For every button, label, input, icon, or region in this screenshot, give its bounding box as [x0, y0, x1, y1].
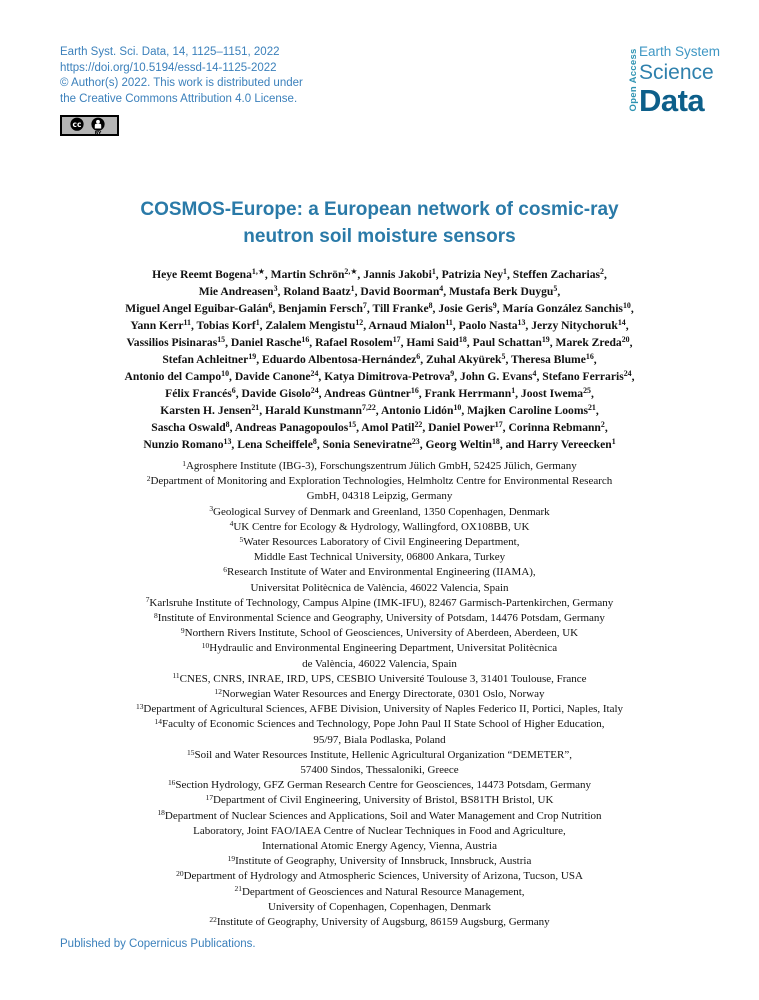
affiliation-line: Middle East Technical University, 06800 Ankara, Turkey	[253, 551, 506, 564]
affiliation-line: 95/97, Biala Podlaska, Poland	[313, 733, 446, 746]
affiliation-line: $^{10}$Hydraulic and Environmental Engineering Department, Universitat Politècnica	[201, 641, 558, 655]
svg-text:BY: BY	[94, 131, 102, 136]
journal-logo	[625, 45, 720, 116]
journal-logo-text	[639, 45, 720, 116]
author-line: Heye Reemt Bogena$^{1,★}$, Martin Schrön$^{2,★}$, Jannis Jakobi$^1$, Patrizia Ney$^1$, Steffen Zacharias$^2$,	[152, 267, 607, 281]
publisher-note: Published by Copernicus Publications.	[60, 938, 256, 950]
journal-name-line1: Earth System	[638, 44, 720, 59]
author-line: Stefan Achleitner$^{19}$, Eduardo Albentosa-Hernández$^6$, Zuhal Akyürek$^5$, Theresa Blume$^{16}$,	[162, 352, 597, 366]
page-title: COSMOS-Europe: a European network of cosmic-ray neutron soil moisture sensors	[140, 199, 619, 247]
affiliation-line: $^{14}$Faculty of Economic Sciences and Technology, Pope John Paul II State School of Higher Education,	[154, 717, 605, 731]
journal-name-line2: Science	[638, 60, 714, 84]
author-line: Vassilios Pisinaras$^{15}$, Daniel Rasche$^{16}$, Rafael Rosolem$^{17}$, Hami Said$^{18}$, Paul Schattan$^{19}$, Marek Zreda$^{20}$,	[126, 335, 633, 349]
affiliation-line: $^{16}$Section Hydrology, GFZ German Research Centre for Geosciences, 14473 Potsdam, Germany	[167, 777, 592, 792]
page-header	[60, 45, 720, 142]
affiliation-line: de València, 46022 Valencia, Spain	[302, 657, 457, 670]
author-line: Karsten H. Jensen$^{21}$, Harald Kunstmann$^{7,22}$, Antonio Lidón$^{10}$, Majken Caroline Looms$^{21}$,	[160, 403, 599, 417]
author-line: Antonio del Campo$^{10}$, Davide Canone$^{24}$, Katya Dimitrova-Petrova$^9$, John G. Evans$^4$, Stefano Ferraris$^{24}$,	[124, 369, 635, 383]
affiliation-line: $^{15}$Soil and Water Resources Institute, Hellenic Agricultural Organization “DEMETER”,	[187, 747, 572, 761]
author-line: Félix Francés$^6$, Davide Gisolo$^{24}$, Andreas Güntner$^{16}$, Frank Herrmann$^1$, Joost Iwema$^{25}$,	[165, 386, 594, 400]
license-line-2: the Creative Commons Attribution 4.0 License.	[60, 92, 298, 105]
affiliation-line: $^5$Water Resources Laboratory of Civil Engineering Department,	[239, 534, 520, 549]
affiliation-line: Laboratory, Joint FAO/IAEA Centre of Nuclear Techniques in Food and Agriculture,	[193, 824, 566, 837]
author-list	[0, 266, 759, 453]
affiliation-line: $^{21}$Department of Geosciences and Natural Resource Management,	[234, 884, 525, 898]
citation-line: Earth Syst. Sci. Data, 14, 1125–1151, 2022	[60, 46, 280, 58]
affiliation-line: $^{17}$Department of Civil Engineering, University of Bristol, BS81TH Bristol, UK	[205, 793, 554, 807]
affiliation-line: University of Copenhagen, Copenhagen, Denmark	[268, 900, 491, 913]
affiliation-line: $^{20}$Department of Hydrology and Atmospheric Sciences, University of Arizona, Tucson, USA	[176, 869, 583, 883]
author-line: Mie Andreasen$^3$, Roland Baatz$^1$, David Boorman$^4$, Mustafa Berk Duygu$^5$,	[198, 284, 561, 298]
open-access-label: Open Access	[627, 48, 639, 112]
affiliation-line: $^{13}$Department of Agricultural Sciences, AFBE Division, University of Naples Federico II, Portici, Naples, Italy	[135, 701, 624, 716]
affiliation-line: $^1$Agrosphere Institute (IBG-3), Forschungszentrum Jülich GmbH, 52425 Jülich, Germany	[182, 458, 577, 472]
affiliation-line: $^6$Research Institute of Water and Environmental Engineering (IIAMA),	[223, 565, 536, 579]
affiliation-line: 57400 Sindos, Thessaloniki, Greece	[300, 764, 459, 777]
author-line: Nunzio Romano$^{13}$, Lena Scheiffele$^8$, Sonia Seneviratne$^{23}$, Georg Weltin$^{18}$, and Harry Vereecken$^1$	[143, 437, 616, 451]
author-line: Yann Kerr$^{11}$, Tobias Korf$^1$, Zalalem Mengistu$^{12}$, Arnaud Mialon$^{11}$, Paolo Nasta$^{13}$, Jerzy Nitychoruk$^{14}$,	[130, 318, 629, 332]
affiliation-line: $^{18}$Department of Nuclear Sciences and Applications, Soil and Water Management and Crop Nutrition	[157, 808, 602, 822]
affiliation-line: $^{12}$Norwegian Water Resources and Energy Directorate, 0301 Oslo, Norway	[214, 686, 545, 701]
affiliation-line: GmbH, 04318 Leipzig, Germany	[306, 490, 453, 503]
journal-name-line3: Data	[638, 82, 705, 118]
affiliation-line: $^{11}$CNES, CNRS, INRAE, IRD, UPS, CESBIO Université Toulouse 3, 31401 Toulouse, France	[172, 671, 587, 685]
affiliation-line: $^8$Institute of Environmental Science and Geography, University of Potsdam, 14476 Potsdam, Germany	[154, 610, 605, 625]
affiliation-line: $^9$Northern Rivers Institute, School of Geosciences, University of Aberdeen, Aberdeen, UK	[180, 625, 579, 640]
license-line-1: © Author(s) 2022. This work is distributed under	[60, 77, 303, 89]
author-line: Miguel Angel Eguibar-Galán$^6$, Benjamin Fersch$^7$, Till Franke$^8$, Josie Geris$^9$, María González Sanchis$^{10}$,	[125, 301, 634, 315]
cc-by-license-badge[interactable]	[60, 115, 303, 142]
affiliation-line: Universitat Politècnica de València, 46022 Valencia, Spain	[250, 581, 509, 594]
doi-link[interactable]: https://doi.org/10.5194/essd-14-1125-2022	[60, 61, 277, 74]
affiliation-line: $^4$UK Centre for Ecology & Hydrology, Wallingford, OX108BB, UK	[229, 519, 530, 533]
citation-block	[60, 45, 303, 142]
affiliation-line: $^7$Karlsruhe Institute of Technology, Campus Alpine (IMK-IFU), 82467 Garmisch-Partenkirchen, Germany	[145, 595, 614, 609]
svg-text:cc: cc	[72, 120, 82, 129]
author-line: Sascha Oswald$^8$, Andreas Panagopoulos$^{15}$, Amol Patil$^{22}$, Daniel Power$^{17}$, Corinna Rebmann$^2$,	[151, 420, 608, 434]
affiliation-line: $^{22}$Institute of Geography, University of Augsburg, 86159 Augsburg, Germany	[209, 914, 550, 929]
affiliation-line: International Atomic Energy Agency, Vienna, Austria	[262, 840, 497, 853]
affiliation-line: $^2$Department of Monitoring and Exploration Technologies, Helmholtz Centre for Environmental Research	[146, 473, 613, 488]
affiliation-list	[0, 459, 759, 930]
affiliation-line: $^3$Geological Survey of Denmark and Greenland, 1350 Copenhagen, Denmark	[209, 504, 550, 518]
affiliation-line: $^{19}$Institute of Geography, University of Innsbruck, Innsbruck, Austria	[227, 853, 532, 868]
